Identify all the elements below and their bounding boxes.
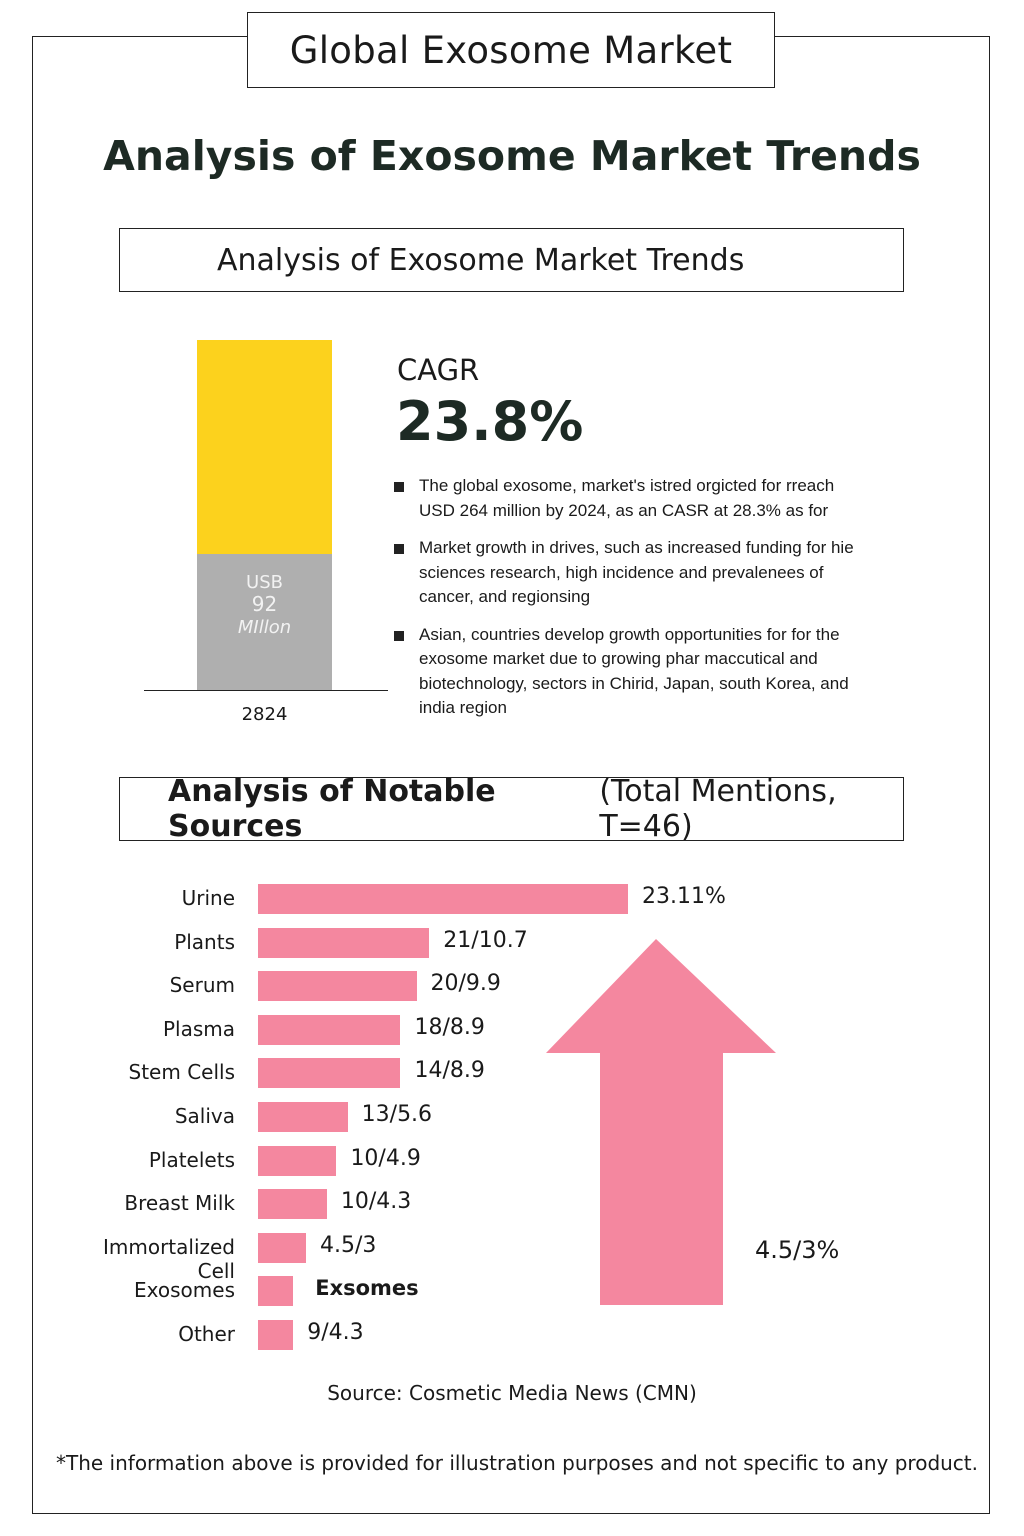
up-arrow-icon	[546, 939, 778, 1307]
bar-value-label: 13/5.6	[361, 1102, 433, 1127]
bar	[258, 1276, 293, 1306]
source-note: Source: Cosmetic Media News (CMN)	[327, 1381, 697, 1405]
bar	[258, 1058, 400, 1088]
cagr-value: 23.8%	[396, 390, 584, 453]
category-label: Serum	[169, 973, 235, 998]
market-bar-top-segment	[197, 340, 332, 554]
category-label: Breast Milk	[124, 1191, 235, 1216]
category-label: Saliva	[174, 1104, 235, 1128]
market-bar-baseline	[144, 690, 388, 691]
bar	[258, 1015, 400, 1045]
bar-value-label: 20/9.9	[430, 971, 501, 997]
sources-box	[119, 774, 904, 844]
bullet-item	[394, 474, 874, 523]
bar-value-label: 10/4.3	[340, 1189, 412, 1215]
market-bar-bottom-segment	[197, 554, 332, 691]
bar-value-label: 10/4.9	[350, 1145, 421, 1171]
market-bar-unit-bottom: MIllon	[237, 617, 292, 638]
category-label: Platelets	[148, 1147, 235, 1172]
bullet-item	[394, 623, 874, 721]
bar-value-label: 23.11%	[642, 884, 726, 909]
category-label: Immortalized Cell	[102, 1234, 235, 1283]
bar	[258, 1233, 306, 1263]
bullet-text: Asian, countries develop growth opportunities for for the exosome market due to growing phar maccutical and biotechnology, sectors in Chirid, Japan, south Korea, and india region	[419, 624, 849, 717]
bar-value-label: 14/8.9	[414, 1058, 485, 1084]
bar	[258, 884, 628, 914]
bullet-square-icon	[394, 631, 404, 641]
market-bar-year: 2824	[241, 704, 288, 725]
bullet-square-icon	[394, 544, 404, 554]
bullet-text: The global exosome, market's istred orgicted for rreach USD 264 million by 2024, as an CASR at 28.3% as for	[419, 476, 835, 520]
category-label: Urine	[181, 886, 235, 910]
cagr-label: CAGR	[397, 353, 480, 387]
category-label: Plasma	[162, 1016, 235, 1041]
bullet-text: Market growth in drives, such as increased funding for hie sciences research, high incidence and prevalenees of cancer, and regionsing	[419, 538, 854, 606]
category-label: Stem Cells	[128, 1060, 235, 1085]
bar	[258, 928, 429, 958]
market-trends-box	[119, 228, 904, 292]
sources-box-title: Analysis of Notable Sources	[168, 774, 496, 844]
bullet-item	[394, 536, 874, 610]
market-bar-unit-top: USB	[246, 572, 283, 593]
sources-box-subtitle: (Total Mentions, T=46)	[599, 774, 837, 844]
top-title: Global Exosome Market	[247, 12, 775, 88]
main-heading: Analysis of Exosome Market Trends	[103, 132, 921, 180]
category-label: Other	[178, 1322, 235, 1346]
market-bar-value: 92	[251, 592, 278, 616]
bar	[258, 1189, 327, 1219]
category-label: Plants	[174, 929, 235, 954]
arrow-label: 4.5/3%	[755, 1236, 840, 1264]
bar-value-label: 18/8.9	[414, 1014, 485, 1040]
bar	[258, 971, 417, 1001]
category-label: Exosomes	[134, 1278, 235, 1303]
bar-value-label: Exsomes	[315, 1276, 419, 1301]
bar-value-label: 9/4.3	[307, 1320, 364, 1345]
bar	[258, 1320, 293, 1350]
bar-value-label: 21/10.7	[443, 927, 528, 953]
bar	[258, 1146, 336, 1176]
bullet-square-icon	[394, 482, 404, 492]
market-trends-box-title: Analysis of Exosome Market Trends	[217, 242, 745, 278]
disclaimer-footnote: *The information above is provided for illustration purposes and not specific to any product.	[55, 1451, 979, 1475]
market-bullets	[394, 474, 874, 734]
bar	[258, 1102, 348, 1132]
bar-value-label: 4.5/3	[320, 1232, 377, 1258]
